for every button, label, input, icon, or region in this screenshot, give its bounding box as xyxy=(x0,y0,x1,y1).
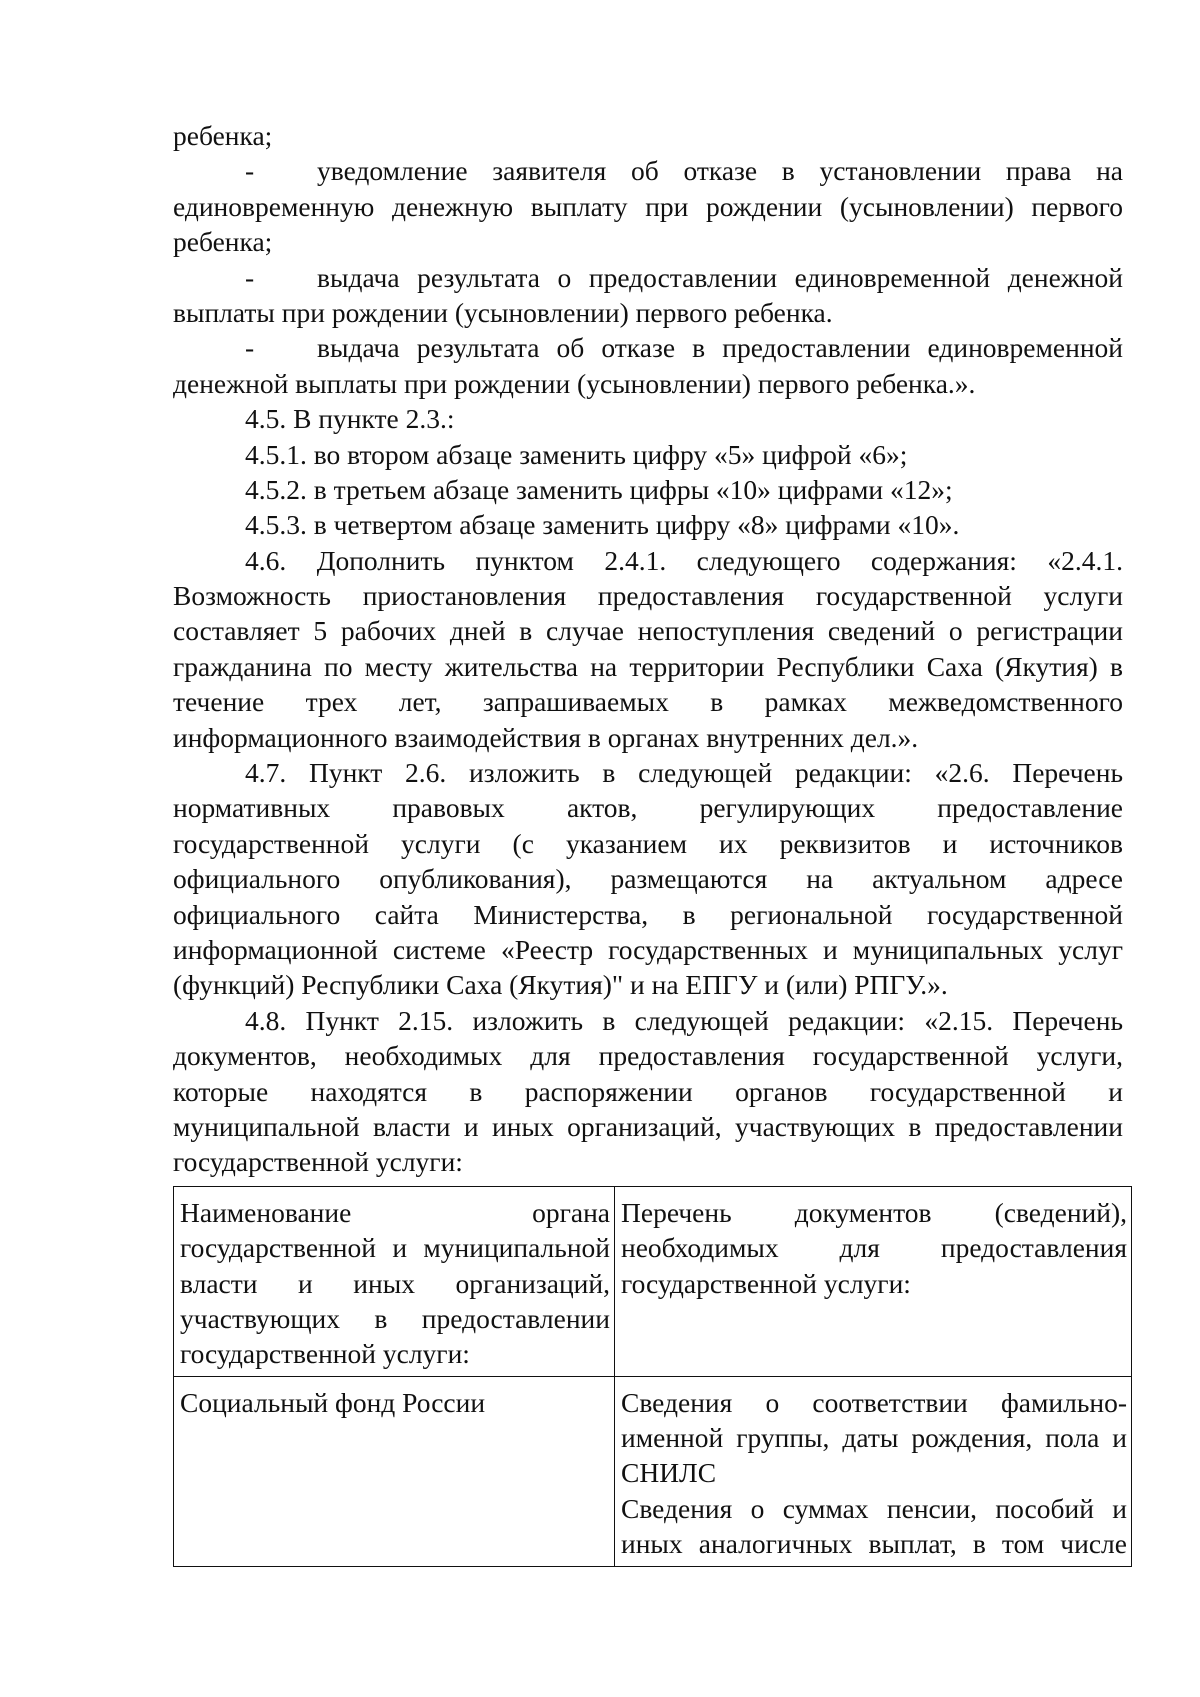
paragraph-4-6-line: течение трех лет, запрашиваемых в рамках межведомственного xyxy=(173,686,1123,718)
bullet-item-result-granted xyxy=(173,260,1123,295)
bullet-item-result-refused xyxy=(173,330,1123,365)
table-cell-line: СНИЛС xyxy=(621,1457,717,1489)
paragraph-4-6-line: информационного взаимодействия в органах внутренних дел.». xyxy=(173,721,919,753)
bullet-text: выдача результата об отказе в предоставлении единовременной xyxy=(317,332,1123,364)
paragraph-4-7-line: государственной услуги (с указанием их реквизитов и источников xyxy=(173,827,1123,859)
paragraph-4-7-line: 4.7. Пункт 2.6. изложить в следующей редакции: «2.6. Перечень xyxy=(245,757,1123,789)
paragraph-4-6-line: Возможность приостановления предоставления государственной услуги xyxy=(173,580,1123,612)
paragraph-4-7-line: официального сайта Министерства, в региональной государственной xyxy=(173,898,1123,930)
paragraph-4-8-line: государственной услуги: xyxy=(173,1146,463,1178)
paragraph-4-5: 4.5. В пункте 2.3.: xyxy=(245,403,455,435)
table-header-row xyxy=(174,1186,1132,1376)
paragraph-4-7-line: информационной системе «Реестр государственных и муниципальных услуг xyxy=(173,933,1123,965)
table-cell-line: государственной услуги: xyxy=(621,1267,911,1299)
paragraph-4-8-line: 4.8. Пункт 2.15. изложить в следующей редакции: «2.15. Перечень xyxy=(245,1004,1123,1036)
table-header-organization xyxy=(174,1186,615,1376)
table-cell-line: Сведения о суммах пенсии, пособий и xyxy=(621,1492,1127,1524)
bullet-text-line: денежной выплаты при рождении (усыновлении) первого ребенка.». xyxy=(173,367,976,399)
table-cell-line: именной группы, даты рождения, пола и xyxy=(621,1422,1127,1454)
table-cell-documents xyxy=(615,1376,1132,1566)
paragraph-4-5-3: 4.5.3. в четвертом абзаце заменить цифру «8» цифрами «10». xyxy=(245,509,960,541)
bullet-item-notification xyxy=(173,153,1123,188)
bullet-text: уведомление заявителя об отказе в установлении права на xyxy=(317,155,1123,187)
paragraph-4-8-line: которые находятся в распоряжении органов государственной и xyxy=(173,1075,1123,1107)
bullet-text-line: ребенка; xyxy=(173,226,273,258)
paragraph-4-5-2: 4.5.2. в третьем абзаце заменить цифры «10» цифрами «12»; xyxy=(245,473,953,505)
document-page xyxy=(173,118,1127,1567)
paragraph-continuation: ребенка; xyxy=(173,120,273,151)
paragraph-4-5-1: 4.5.1. во втором абзаце заменить цифру «5» цифрой «6»; xyxy=(245,438,908,470)
bullet-dash: - xyxy=(245,261,255,293)
table-cell-organization xyxy=(174,1376,615,1566)
table-cell-line: необходимых для предоставления xyxy=(621,1232,1127,1264)
table-cell-line: иных аналогичных выплат, в том числе xyxy=(621,1528,1127,1560)
paragraph-4-7-line: официального опубликования), размещаются на актуальном адресе xyxy=(173,863,1123,895)
table-cell-line: государственной услуги: xyxy=(180,1338,470,1370)
paragraph-4-6-line: 4.6. Дополнить пунктом 2.4.1. следующего содержания: «2.4.1. xyxy=(245,544,1123,576)
paragraph-4-6-line: гражданина по месту жительства на территории Республики Саха (Якутия) в xyxy=(173,650,1123,682)
table-cell-line: Сведения о соответствии фамильно- xyxy=(621,1386,1127,1418)
table-cell-line: Наименование органа xyxy=(180,1196,610,1228)
table-cell-line: участвующих в предоставлении xyxy=(180,1302,610,1334)
paragraph-4-7-line: (функций) Республики Саха (Якутия)" и на ЕПГУ и (или) РПГУ.». xyxy=(173,969,948,1001)
table-row xyxy=(174,1376,1132,1566)
table-cell-line: Перечень документов (сведений), xyxy=(621,1196,1127,1228)
bullet-dash: - xyxy=(245,332,255,364)
table-cell-line: государственной и муниципальной xyxy=(180,1232,610,1264)
paragraph-4-6-line: составляет 5 рабочих дней в случае непоступления сведений о регистрации xyxy=(173,615,1123,647)
paragraph-4-7-line: нормативных правовых актов, регулирующих предоставление xyxy=(173,792,1123,824)
bullet-text-line: единовременную денежную выплату при рождении (усыновлении) первого xyxy=(173,190,1123,222)
bullet-text: выдача результата о предоставлении единовременной денежной xyxy=(317,261,1123,293)
bullet-dash: - xyxy=(245,155,255,187)
table-cell-line: Социальный фонд России xyxy=(180,1386,486,1418)
documents-table xyxy=(173,1186,1132,1567)
paragraph-4-8-line: документов, необходимых для предоставления государственной услуги, xyxy=(173,1040,1123,1072)
table-cell-line: власти и иных организаций, xyxy=(180,1267,610,1299)
table-header-documents xyxy=(615,1186,1132,1376)
paragraph-4-8-line: муниципальной власти и иных организаций, участвующих в предоставлении xyxy=(173,1110,1123,1142)
bullet-text-line: выплаты при рождении (усыновлении) первого ребенка. xyxy=(173,296,833,328)
